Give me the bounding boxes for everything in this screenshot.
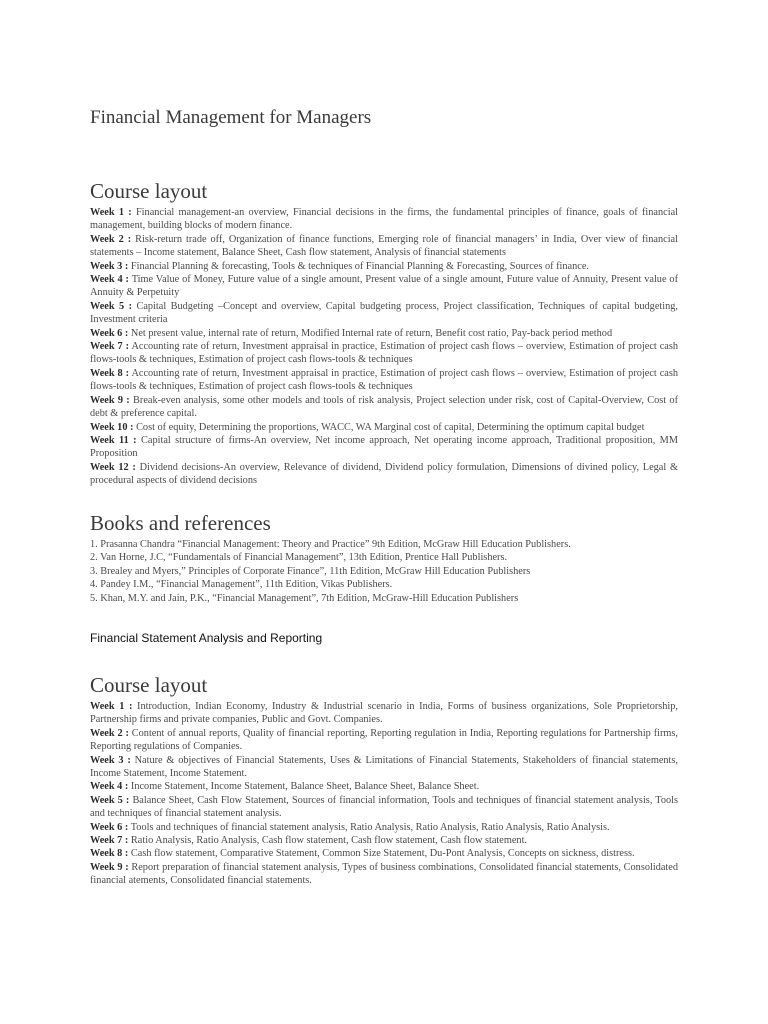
week-text: Capital Budgeting –Concept and overview, Capital budgeting process, Project classification, Techniques of capital budgeting, Investment criteria xyxy=(90,300,678,326)
week-label: Week 2 : xyxy=(90,233,132,245)
week-entry xyxy=(90,233,678,260)
week-label: Week 4 : xyxy=(90,781,129,793)
week-label: Week 1 : xyxy=(90,207,132,218)
week-label: Week 3 : xyxy=(90,754,131,766)
week-entry xyxy=(90,273,678,300)
doc1-books-heading: Books and references xyxy=(90,511,271,535)
week-entry xyxy=(90,327,678,340)
doc2-course-layout xyxy=(90,673,678,888)
reference-item: 3. Brealey and Myers,” Principles of Corporate Finance”, 11th Edition, McGraw Hill Education Publishers xyxy=(90,565,531,577)
doc1-layout-heading: Course layout xyxy=(90,179,208,203)
week-entry xyxy=(90,367,678,394)
week-entry xyxy=(90,300,678,327)
week-label: Week 12 : xyxy=(90,461,136,473)
week-entry xyxy=(90,434,678,461)
week-label: Week 9 : xyxy=(90,861,129,873)
week-text: Nature & objectives of Financial Statements, Uses & Limitations of Financial Statements, Stakeholders of financial statements, Income Statement, Income Statement. xyxy=(90,754,678,780)
doc1-week-list xyxy=(90,206,678,488)
doc1-title: Financial Management for Managers xyxy=(90,107,372,128)
week-entry xyxy=(90,461,678,488)
doc2-title-block xyxy=(90,631,678,645)
week-label: Week 9 : xyxy=(90,394,130,406)
week-text: Time Value of Money, Future value of a single amount, Present value of a single amount, Future value of Annuity, Present value of Annuity & Perpetuity xyxy=(90,274,679,299)
doc2-week-list xyxy=(90,700,678,888)
week-entry xyxy=(90,340,678,367)
doc1-course-layout xyxy=(90,179,678,488)
week-label: Week 6 : xyxy=(90,821,129,833)
week-entry xyxy=(90,421,678,434)
week-label: Week 3 : xyxy=(90,260,129,272)
week-text: Financial management-an overview, Financial decisions in the firms, the fundamental principles of finance, goals of financial management, building blocks of modern finance. xyxy=(90,207,679,232)
week-text: Income Statement, Income Statement, Balance Sheet, Balance Sheet, Balance Sheet. xyxy=(130,781,480,793)
week-entry xyxy=(90,794,678,821)
week-label: Week 8 : xyxy=(90,367,130,379)
week-entry xyxy=(90,861,678,888)
week-text: Tools and techniques of financial statement analysis, Ratio Analysis, Ratio Analysis, Ratio Analysis, Ratio Analysis. xyxy=(130,821,610,833)
week-label: Week 11 : xyxy=(90,434,137,446)
week-text: Report preparation of financial statement analysis, Types of business combinations, Consolidated financial statements, Consolidated financial atements, Consolidated financial statements. xyxy=(90,861,678,887)
reference-item: 2. Van Horne, J.C, “Fundamentals of Financial Management”, 13th Edition, Prentice Hall Publishers. xyxy=(90,552,508,564)
week-text: Cost of equity, Determining the proportions, WACC, WA Marginal cost of capital, Determining the optimum capital budget xyxy=(136,421,645,433)
week-text: Ratio Analysis, Ratio Analysis, Cash flow statement, Cash flow statement, Cash flow statement. xyxy=(130,835,528,847)
week-entry xyxy=(90,821,678,834)
week-text: Accounting rate of return, Investment appraisal in practice, Estimation of project cash flows – overview, Estimation of project cash flows-tools & techniques, Estimation of project cash flows-tools & techniques xyxy=(90,341,679,366)
week-text: Balance Sheet, Cash Flow Statement, Sources of financial information, Tools and techniques of financial statement analysis, Tools and techniques of financial statement analysis. xyxy=(90,794,679,820)
week-label: Week 5 : xyxy=(90,300,133,312)
week-entry xyxy=(90,834,678,847)
doc1-book-list xyxy=(90,538,678,605)
week-label: Week 6 : xyxy=(90,327,129,339)
week-text: Break-even analysis, some other models and tools of risk analysis, Project selection under risk, cost of Capital-Overview, Cost of debt & preference capital. xyxy=(90,394,678,420)
week-entry xyxy=(90,727,678,754)
week-label: Week 7 : xyxy=(90,835,129,847)
reference-item: 5. Khan, M.Y. and Jain, P.K., “Financial Management”, 7th Edition, McGraw-Hill Education Publishers xyxy=(90,592,519,604)
week-entry xyxy=(90,394,678,421)
week-entry xyxy=(90,847,678,860)
week-text: Net present value, internal rate of return, Modified Internal rate of return, Benefit cost ratio, Pay-back period method xyxy=(130,327,613,339)
week-text: Risk-return trade off, Organization of finance functions, Emerging role of financial managers’ in India, Over view of financial statements – Income statement, Balance Sheet, Cash flow statement, Analysis of financial statements xyxy=(90,233,678,259)
week-entry xyxy=(90,206,678,233)
week-label: Week 5 : xyxy=(90,794,130,806)
week-entry xyxy=(90,700,678,727)
week-label: Week 8 : xyxy=(90,848,129,860)
week-text: Cash flow statement, Comparative Statement, Common Size Statement, Du-Pont Analysis, Concepts on sickness, distress. xyxy=(130,848,635,860)
week-label: Week 7 : xyxy=(90,341,130,353)
week-entry xyxy=(90,754,678,781)
doc1-title-block xyxy=(90,107,678,129)
week-text: Accounting rate of return, Investment appraisal in practice, Estimation of project cash flows – overview, Estimation of project cash flows-tools & techniques, Estimation of project cash flows-tools & techniques xyxy=(90,367,679,393)
week-label: Week 1 : xyxy=(90,701,133,712)
reference-item: 1. Prasanna Chandra “Financial Management: Theory and Practice” 9th Edition, McGraw Hill Education Publishers. xyxy=(90,539,571,550)
week-text: Content of annual reports, Quality of financial reporting, Reporting regulation in India, Reporting regulations for Partnership firms, Reporting regulations of Companies. xyxy=(90,727,679,753)
week-text: Financial Planning & forecasting, Tools & techniques of Financial Planning & Forecasting, Sources of finance. xyxy=(130,260,589,272)
week-text: Dividend decisions-An overview, Relevance of dividend, Dividend policy formulation, Dimensions of divined policy, Legal & procedural aspects of dividend decisions xyxy=(90,461,678,487)
doc2-title: Financial Statement Analysis and Reporting xyxy=(90,631,323,645)
week-text: Capital structure of firms-An overview, Net income approach, Net operating income approach, Traditional proposition, MM Proposition xyxy=(90,434,678,460)
reference-item: 4. Pandey I.M., “Financial Management”, 11th Edition, Vikas Publishers. xyxy=(90,579,393,591)
week-label: Week 10 : xyxy=(90,421,134,433)
week-text: Introduction, Indian Economy, Industry & Industrial scenario in India, Forms of business organizations, Sole Proprietorship, Partnership firms and private companies, Public and Govt. Companies. xyxy=(90,701,679,726)
doc1-books xyxy=(90,511,678,605)
doc2-layout-heading: Course layout xyxy=(90,673,208,697)
week-label: Week 2 : xyxy=(90,727,129,739)
week-entry xyxy=(90,260,678,273)
week-entry xyxy=(90,780,678,793)
week-label: Week 4 : xyxy=(90,274,129,286)
